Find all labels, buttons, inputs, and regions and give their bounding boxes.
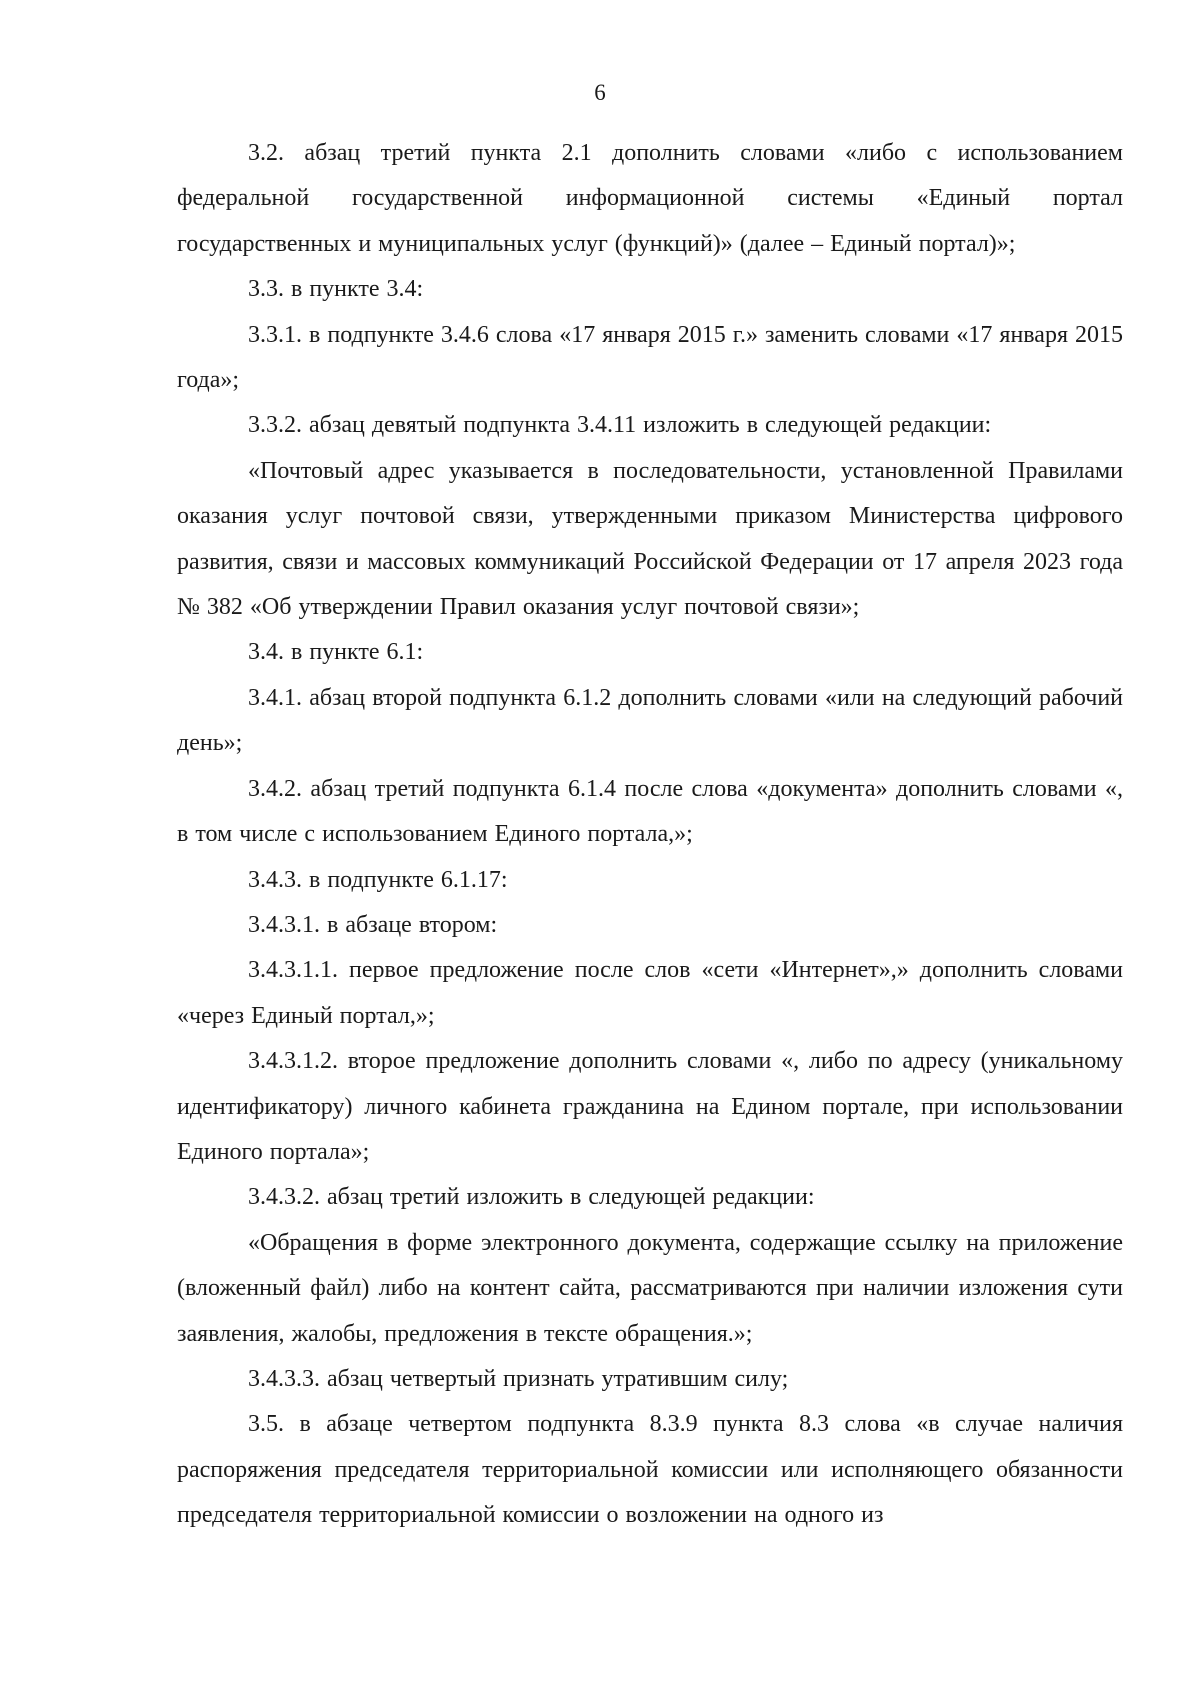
paragraph-3-4-3-2: 3.4.3.2. абзац третий изложить в следующей редакции:: [248, 1184, 815, 1211]
page-number: 6: [594, 80, 606, 105]
paragraph-3-4-3: 3.4.3. в подпункте 6.1.17:: [248, 866, 508, 893]
paragraph-postal-address: «Почтовый адрес указывается в последовательности, установленной Правилами оказания услуг почтовой связи, утвержденными приказом Министерства цифрового развития, связи и массовых коммуникаций Российской Федерации от 17 апреля 2023 года № 382 «Об утверждении Правил оказания услуг почтовой связи»;: [177, 457, 1123, 621]
paragraph-3-4-1: 3.4.1. абзац второй подпункта 6.1.2 дополнить словами «или на следующий рабочий день»;: [177, 684, 1123, 757]
paragraph-3-4-3-3: 3.4.3.3. абзац четвертый признать утратившим силу;: [248, 1365, 789, 1392]
paragraph-3-2: 3.2. абзац третий пункта 2.1 дополнить словами «либо с использованием федеральной государственной информационной системы «Единый портал государственных и муниципальных услуг (функций)» (далее – Единый портал)»;: [177, 140, 1123, 257]
paragraph-3-3: 3.3. в пункте 3.4:: [248, 276, 424, 303]
paragraph-3-3-2: 3.3.2. абзац девятый подпункта 3.4.11 изложить в следующей редакции:: [248, 412, 992, 439]
paragraph-3-4: 3.4. в пункте 6.1:: [248, 639, 424, 666]
paragraph-electronic-appeals: «Обращения в форме электронного документа, содержащие ссылку на приложение (вложенный файл) либо на контент сайта, рассматриваются при наличии изложения сути заявления, жалобы, предложения в тексте обращения.»;: [177, 1229, 1123, 1347]
paragraph-3-4-3-1-2: 3.4.3.1.2. второе предложение дополнить словами «, либо по адресу (уникальному идентификатору) личного кабинета гражданина на Едином портале, при использовании Единого портала»;: [177, 1048, 1123, 1165]
paragraph-3-4-3-1: 3.4.3.1. в абзаце втором:: [248, 911, 498, 938]
paragraph-3-4-2: 3.4.2. абзац третий подпункта 6.1.4 после слова «документа» дополнить словами «, в том числе с использованием Единого портала,»;: [177, 775, 1123, 848]
document-body: [177, 131, 1123, 1539]
paragraph-3-4-3-1-1: 3.4.3.1.1. первое предложение после слов «сети «Интернет»,» дополнить словами «через Единый портал,»;: [177, 957, 1123, 1029]
paragraph-3-3-1: 3.3.1. в подпункте 3.4.6 слова «17 января 2015 г.» заменить словами «17 января 2015 года»;: [177, 321, 1123, 394]
paragraph-3-5: 3.5. в абзаце четвертом подпункта 8.3.9 пункта 8.3 слова «в случае наличия распоряжения председателя территориальной комиссии или исполняющего обязанности председателя территориальной комиссии о возложении на одного из: [177, 1411, 1123, 1529]
